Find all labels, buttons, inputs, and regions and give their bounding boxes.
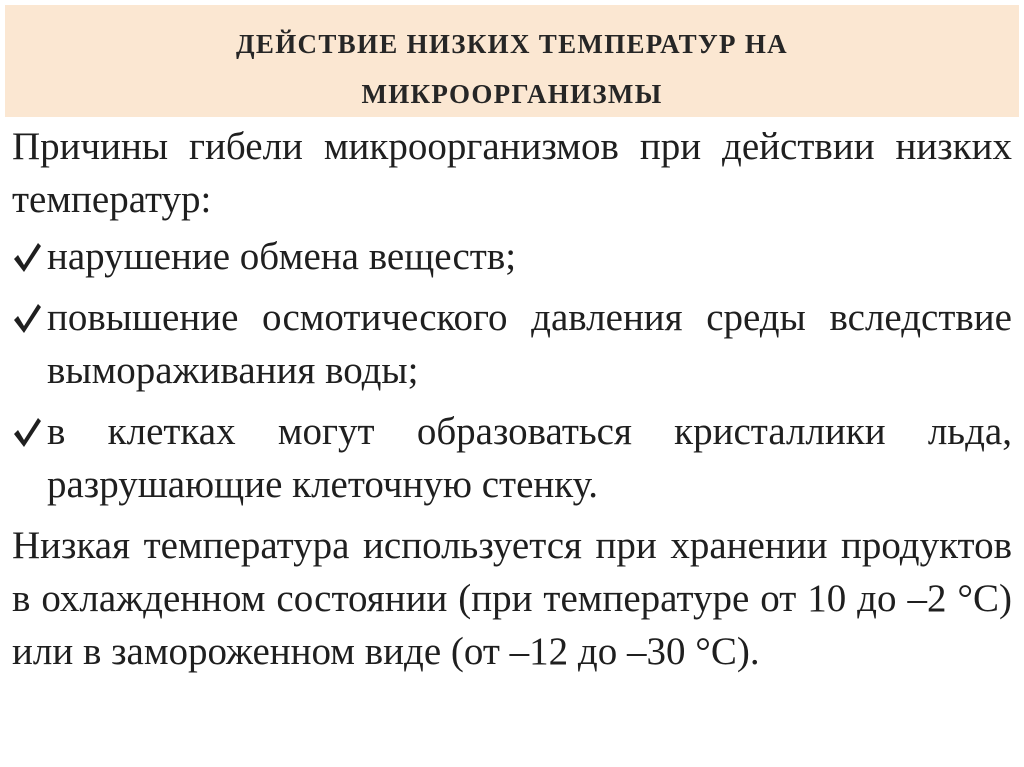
- bullet-text: повышение осмотического давления среды вследствие вымораживания воды;: [47, 296, 1012, 392]
- check-mark-icon: [12, 300, 42, 336]
- check-mark-icon: [12, 414, 42, 450]
- bullet-list: [12, 230, 1012, 511]
- slide-body: [12, 118, 1012, 678]
- list-item: [12, 405, 1012, 511]
- bullet-text: в клетках могут образоваться кристаллики льда, разрушающие клеточную стенку.: [47, 410, 1012, 506]
- conclusion-paragraph: Низкая температура используется при хранении продуктов в охлажденном состоянии (при температуре от 10 до –2 °С) или в замороженном виде (от –12 до –30 °С).: [12, 524, 1012, 673]
- slide-title-line-1: ДЕЙСТВИЕ НИЗКИХ ТЕМПЕРАТУР НА: [236, 29, 788, 59]
- check-mark-icon: [12, 239, 42, 275]
- bullet-text: нарушение обмена веществ;: [47, 235, 517, 278]
- intro-paragraph: Причины гибели микроорганизмов при действии низких температур:: [12, 125, 1012, 221]
- title-banner: [5, 5, 1019, 117]
- slide-title-line-2: МИКРООРГАНИЗМЫ: [361, 79, 663, 109]
- list-item: [12, 291, 1012, 397]
- list-item: [12, 230, 1012, 283]
